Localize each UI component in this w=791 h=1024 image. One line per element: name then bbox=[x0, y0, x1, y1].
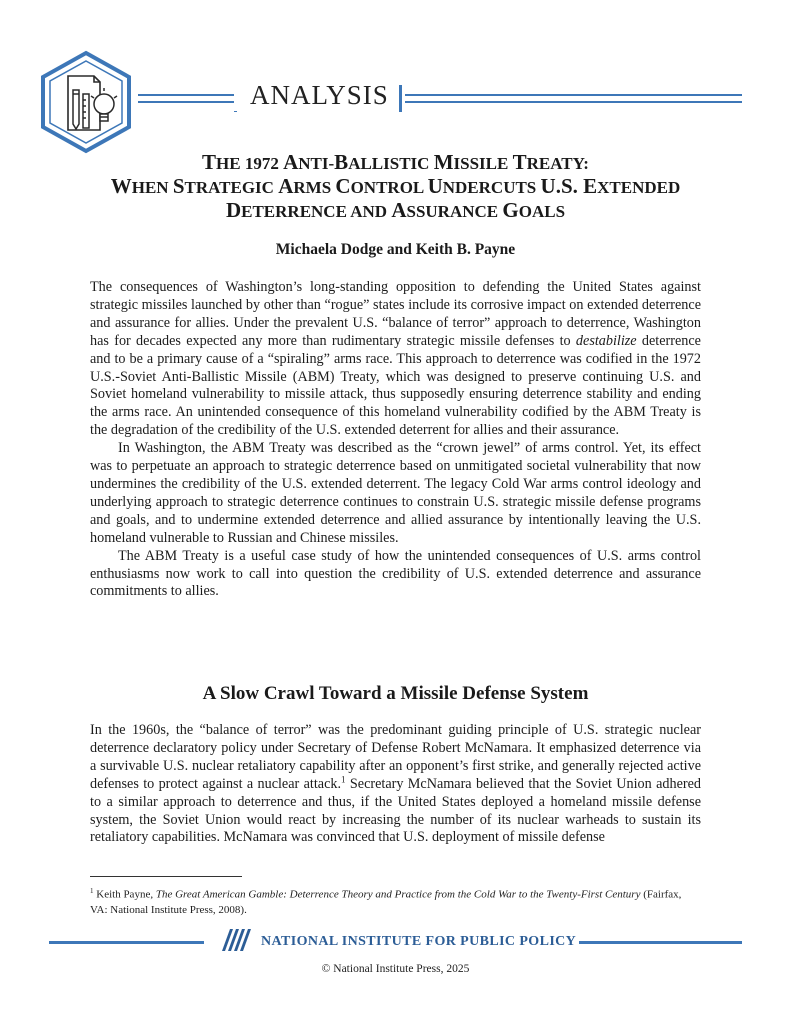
title-line-1: THE 1972 ANTI-BALLISTIC MISSILE TREATY: bbox=[202, 150, 589, 174]
intro-text bbox=[90, 279, 701, 601]
footnote bbox=[90, 884, 701, 918]
footnote-rule bbox=[90, 876, 242, 877]
document-title bbox=[60, 151, 731, 223]
footnote-author: Keith Payne, bbox=[93, 888, 156, 901]
footer-rule-right bbox=[579, 941, 742, 944]
section-label: ANALYSIS bbox=[234, 80, 405, 111]
paragraph-4-part-b: Secretary McNamara believed that the Soviet Union adhered to a similar approach to deterrence and thus, if the United States deployed a homeland missile defense system, the Soviet Union would react by increasing the number of its nuclear warheads to sustain its retaliatory capabilities. McNamara was convinced that U.S. deployment of missile defense bbox=[90, 775, 701, 846]
header-rule-bottom bbox=[138, 101, 742, 103]
paragraph-4 bbox=[90, 722, 701, 847]
footnote-publication: (Fairfax, VA: National Institute Press, 2008). bbox=[90, 888, 682, 916]
copyright: © National Institute Press, 2025 bbox=[321, 963, 470, 975]
header-band bbox=[138, 80, 742, 114]
paragraph-1-part-b: deterrence and to be a primary cause of a “spiraling” arms race. This approach to deterrence was codified in the 1972 U.S.-Soviet Anti-Ballistic Missile (ABM) Treaty, which was designed to preserve continuing U.S. and Soviet homeland vulnerability to missile attack, thus supposedly ensuring deterrence stability and ending the arms race. An unintended consequence of this homeland vulnerability codified by the ABM Treaty is the degradation of the credibility of the U.S. extended deterrent for allies and their assurance. bbox=[90, 332, 701, 439]
paragraph-1-emphasis: destabilize bbox=[575, 332, 637, 349]
header-rule-top bbox=[138, 94, 742, 96]
paragraph-2: In Washington, the ABM Treaty was described as the “crown jewel” of arms control. Yet, its effect was to perpetuate an approach to strategic deterrence based on unmitigated societal vulnerability that now undermines the credibility of the U.S. extended deterrent. The legacy Cold War arms control ideology and underlying approach to strategic deterrence continues to constrain U.S. strategic missile defense programs and goals, and to undermine extended deterrence and allied assurance by intentionally leaving the U.S. homeland vulnerable to Russian and Chinese missiles. bbox=[90, 440, 701, 546]
institute-name: NATIONAL INSTITUTE FOR PUBLIC POLICY bbox=[261, 934, 577, 949]
institute-logo-icon bbox=[216, 927, 254, 953]
title-line-3: DETERRENCE AND ASSURANCE GOALS bbox=[225, 198, 566, 222]
paragraph-3: The ABM Treaty is a useful case study of how the unintended consequences of U.S. arms control enthusiasms now work to call into question the credibility of U.S. extended deterrence and assurance commitments to allies. bbox=[90, 547, 701, 600]
section-heading: A Slow Crawl Toward a Missile Defense System bbox=[202, 683, 589, 704]
title-line-2: WHEN STRATEGIC ARMS CONTROL UNDERCUTS U.S. EXTENDED bbox=[110, 174, 681, 198]
paragraph-1-part-a: The consequences of Washington’s long-standing opposition to defending the United States against strategic missiles launched by other than “rogue” states include its corrosive impact on extended deterrence and assurance for allies. Under the prevalent U.S. “balance of terror” approach to deterrence, Washington has for decades expected any more than rudimentary strategic missile defenses to bbox=[90, 279, 701, 349]
hexagon-logo-icon bbox=[38, 50, 134, 154]
header-bar-right bbox=[399, 85, 402, 112]
footer-rule-left bbox=[49, 941, 204, 944]
footnote-marker: 1 bbox=[90, 887, 94, 895]
paragraph-4-part-a: In the 1960s, the “balance of terror” was the predominant guiding principle of U.S. strategic nuclear deterrence declaratory policy under Secretary of Defense Robert McNamara. It emphasized deterrence via a survivable U.S. nuclear retaliatory capability after an opponent’s first strike, and generally rejected active defenses to protect against a nuclear attack. bbox=[90, 722, 701, 792]
footnote-reference[interactable]: 1 bbox=[341, 773, 346, 784]
footnote-title: The Great American Gamble: Deterrence Theory and Practice from the Cold War to the Twenty-First Century bbox=[155, 888, 641, 901]
authors: Michaela Dodge and Keith B. Payne bbox=[275, 241, 516, 258]
paragraph-1 bbox=[90, 279, 701, 440]
section-text bbox=[90, 722, 701, 847]
